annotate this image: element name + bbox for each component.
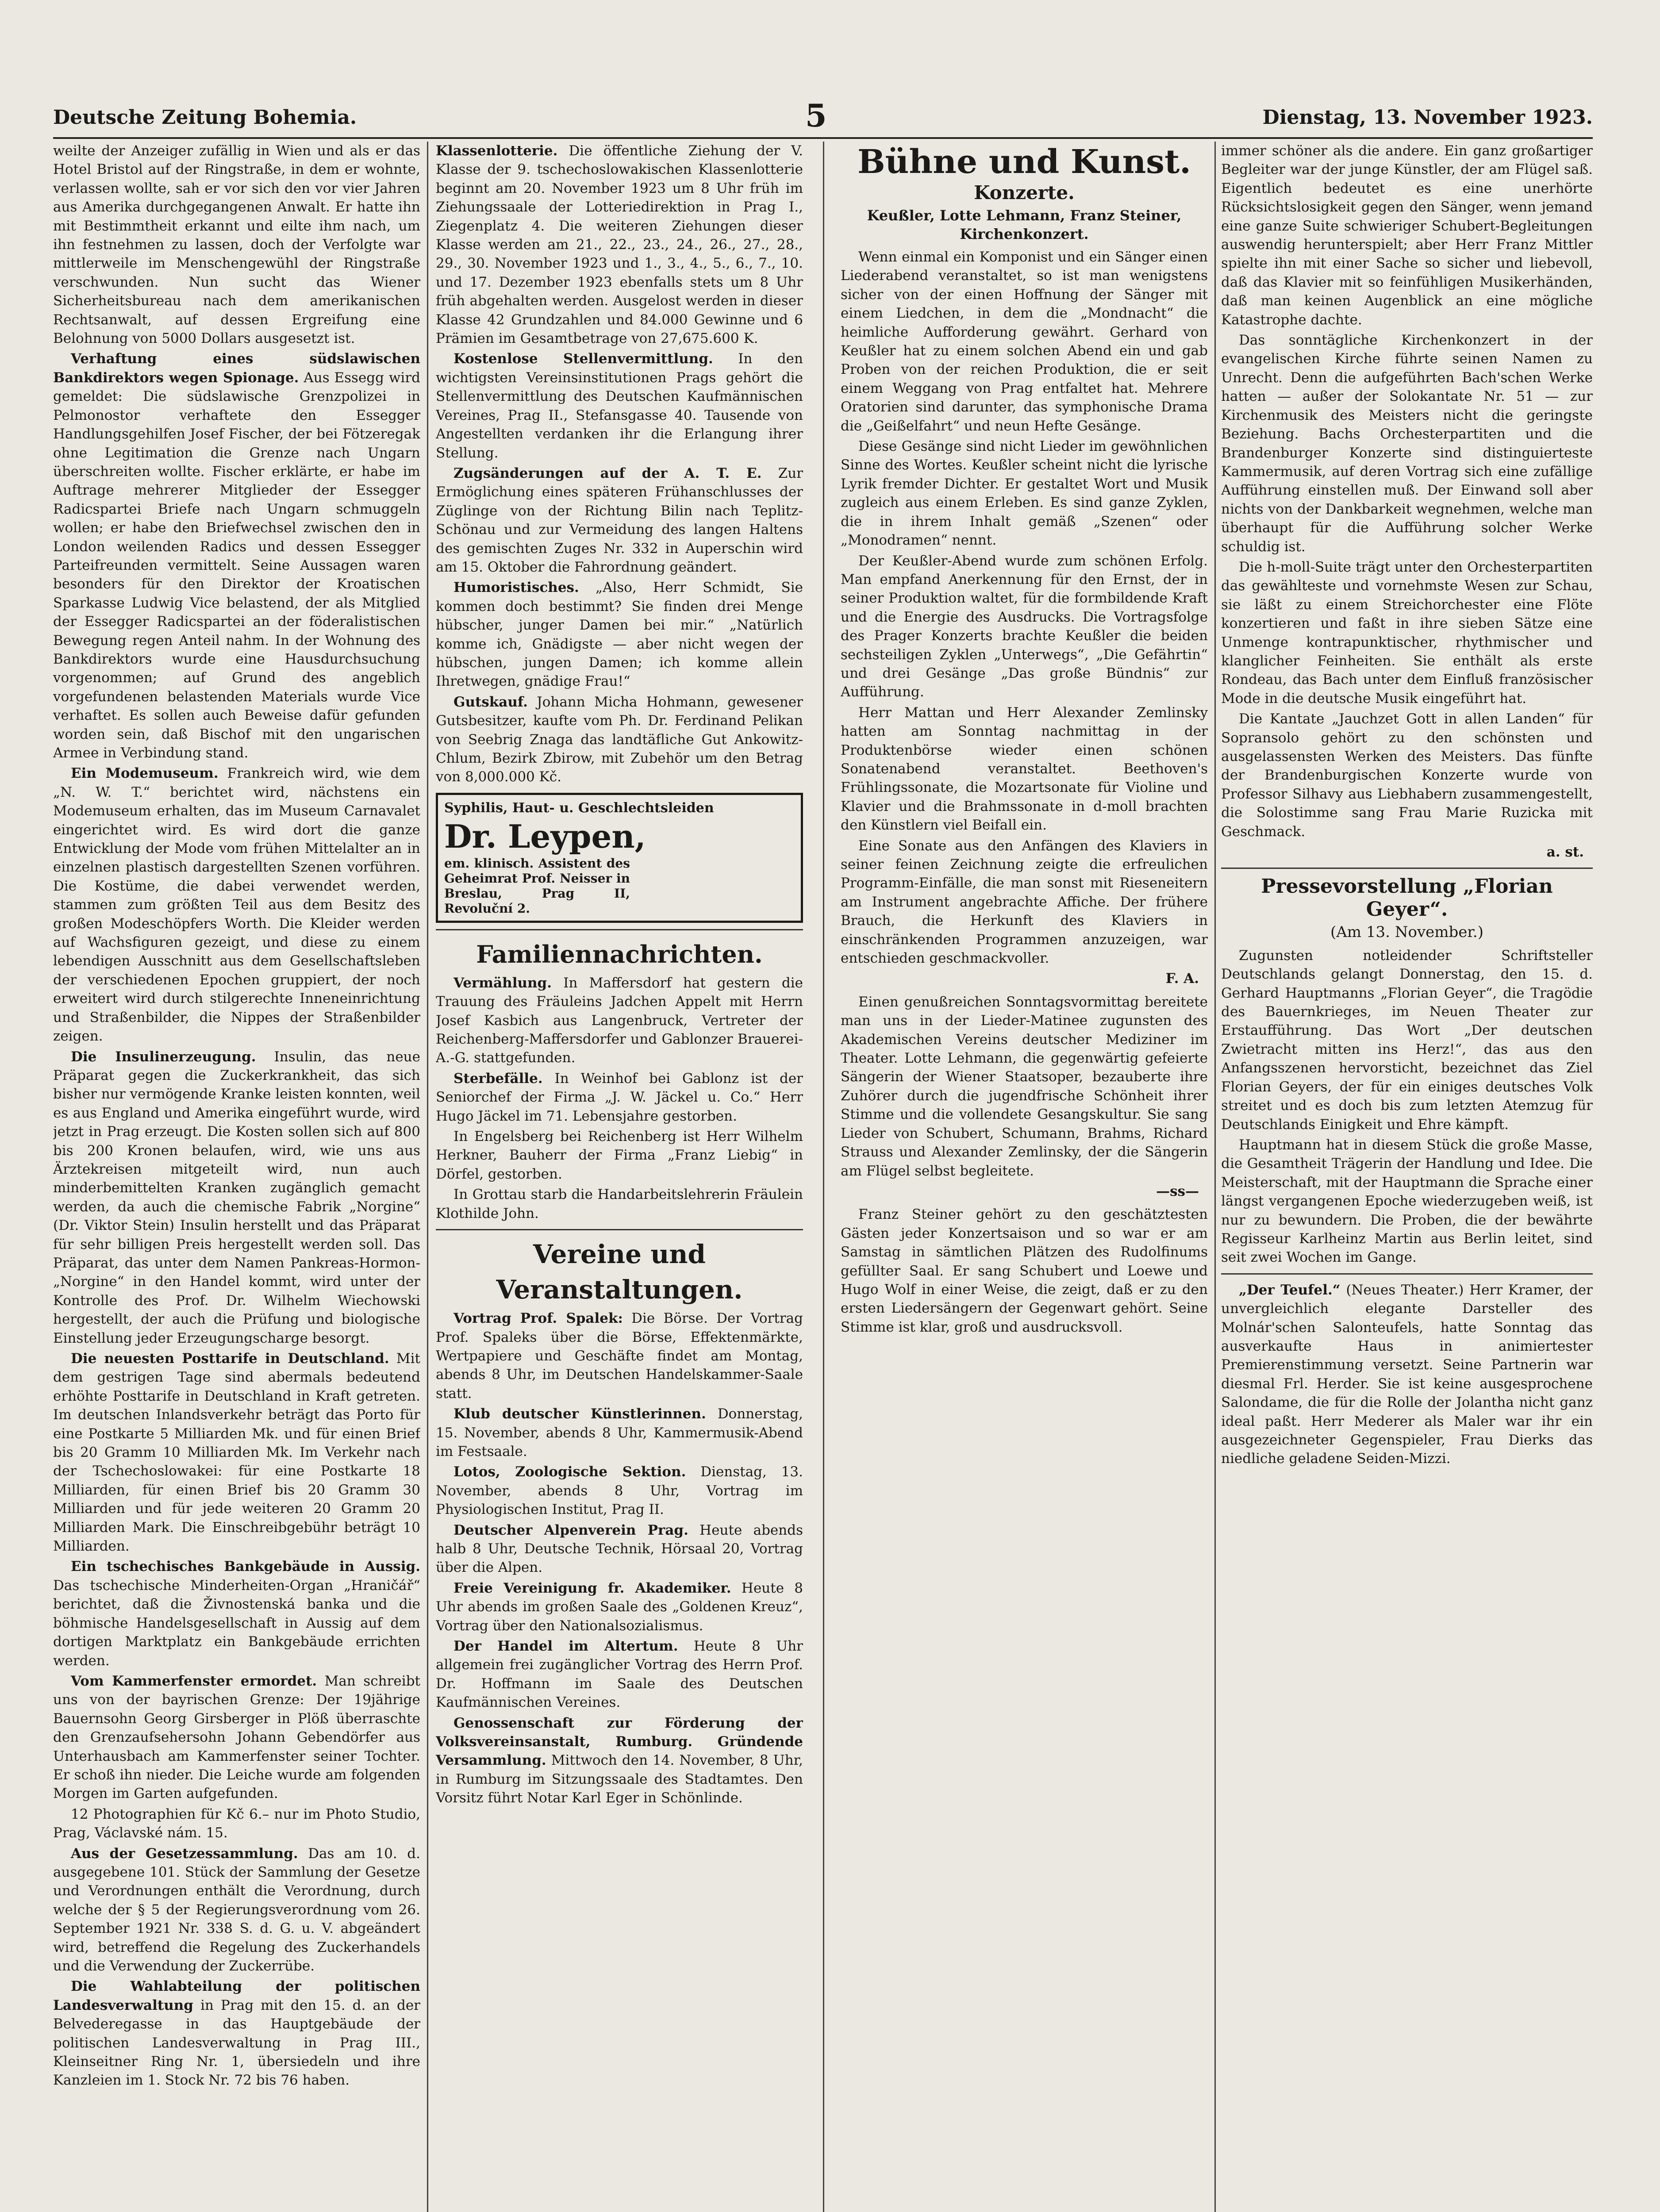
article-paragraph: Eine Sonate aus den Anfängen des Klaviers in seiner feinen Zeichnung zeigte die erfreulichen Programm-Einfälle, die man sonst mit Rieseneitern am Instrument angebrachte Affiche. Der frühere Brauch, die Herkunft des Klaviers in einschränkenden Programmen anzuzeigen, war entschieden geschmackvoller. <box>841 837 1208 967</box>
article-headline: Vermählung. <box>453 975 552 991</box>
column-divider <box>1214 142 1216 2212</box>
article-text: Man schreibt uns von der bayrischen Grenze: Der 19jährige Bauernsohn Georg Girsberger in Plöß überraschte den Grenzaufsehersohn Johann Gebendörfer aus Unterhausbach am Kammerfenster seiner Tochter. Er schoß ihn nieder. Die Leiche wurde am folgenden Morgen im Garten aufgefunden. <box>53 1673 420 1802</box>
article-text: Die öffentliche Ziehung der V. Klasse der 9. tschechoslowakischen Klassenlotterie beginnt am 20. November 1923 um 8 Uhr früh im Ziehungssaale der Lotteriedirektion in Prag I., Ziegenplatz 4. Die weiteren Ziehungen dieser Klasse werden am 21., 22., 23., 24., 26., 27., 28., 29., 30. November 1923 und 1., 3., 4., 5., 6., 7., 10. und 17. Dezember 1923 ebenfalls stets um 8 Uhr früh abgehalten werden. Ausgelost werden in dieser Klasse 42 Grundzahlen und 84.000 Gewinne und 6 Prämien im Gesamtbetrage von 27,675.600 K. <box>436 143 803 347</box>
issue-date: Dienstag, 13. November 1923. <box>1262 106 1593 129</box>
article-text: Mit dem gestrigen Tage sind abermals bedeutend erhöhte Posttarife in Deutschland in Kraft getreten. Im deutschen Inlandsverkehr beträgt das Porto für eine Postkarte 5 Milliarden Mk. und für einen Brief bis 20 Gramm 10 Milliarden Mk. Im Verkehr nach der Tschechoslowakei: für eine Postkarte 18 Milliarden, für einen Brief bis 20 Gramm 30 Milliarden und für jede weiteren 20 Gramm 20 Milliarden Mark. Die Einschreibgebühr beträgt 10 Milliarden. <box>53 1351 420 1555</box>
article-paragraph: In Grottau starb die Handarbeitslehrerin Fräulein Klothilde John. <box>436 1187 803 1221</box>
article <box>436 464 803 576</box>
article-text: Donnerstag, 15. November, abends 8 Uhr, Kammermusik-Abend im Festsaale. <box>436 1406 803 1459</box>
article <box>53 1844 420 1976</box>
article-headline: Kostenlose Stellenvermittlung. <box>453 351 713 367</box>
article <box>436 693 803 787</box>
article <box>436 1069 803 1125</box>
article <box>53 349 420 762</box>
article-paragraph: immer schöner als die andere. Ein ganz großartiger Begleiter war der junge Künstler, der am Flügel saß. Eigentlich bedeutet es eine unerhörte Rücksichtslosigkeit gegen den Sänger, wenn jemand eine ganze Suite schwieriger Schubert-Begleitungen auswendig herunterspielt; aber Herr Franz Mittler spielte ihn mit einer Sache so sicher und liebevoll, daß das Klavier mit so feinfühligen Musikerhänden, daß man keinen Augenblick an eine mögliche Katastrophe dachte. <box>1221 143 1593 328</box>
section-divider <box>1221 1273 1593 1275</box>
article-headline: Vom Kammerfenster ermordet. <box>71 1673 317 1689</box>
article-headline: Lotos, Zoologische Sektion. <box>453 1464 686 1480</box>
column-1 <box>53 142 420 2212</box>
article <box>53 764 420 1045</box>
ad-heading: Syphilis, Haut- u. Geschlechtsleiden <box>444 800 714 816</box>
section-title-events: Vereine und Veranstaltungen. <box>496 1239 743 1305</box>
article <box>53 1977 420 2089</box>
article-headline: Ein tschechisches Bankgebäude in Aussig. <box>71 1559 420 1575</box>
column-2 <box>436 142 803 2212</box>
article <box>436 349 803 462</box>
article <box>53 1349 420 1555</box>
article-headline: Vortrag Prof. Spalek: <box>453 1310 623 1327</box>
section-divider <box>1221 868 1593 869</box>
article <box>436 1637 803 1712</box>
column-divider <box>427 142 428 2212</box>
subsection-title-concerts: Konzerte. <box>974 182 1075 204</box>
article <box>436 1463 803 1519</box>
article-headline: Genossenschaft zur Förderung der Volksvereinsanstalt, Rumburg. Gründende Versammlung. <box>436 1715 803 1769</box>
article-text: Heute abends halb 8 Uhr, Deutsche Technik, Hörsaal 20, Vortrag über die Alpen. <box>436 1522 803 1576</box>
article-text: In Maffersdorf hat gestern die Trauung des Fräuleins Jadchen Appelt mit Herrn Josef Kasbich aus Langenbruck, Vertreter der Reichenberg-Maffersdorfer und Gablonzer Brauerei-A.-G. stattgefunden. <box>436 975 803 1066</box>
article-headline: Sterbefälle. <box>453 1070 543 1087</box>
article-text: Zur Ermöglichung eines späteren Frühanschlusses der Züglinge von der Richtung Bilin nach Teplitz-Schönau und zur Vermeidung des langen Haltens des gemischten Zuges Nr. 332 in Auperschin wird am 15. Oktober die Fahrordnung geändert. <box>436 465 803 575</box>
article-date: (Am 13. November.) <box>1330 923 1483 941</box>
article-paragraph: Die Kantate „Jauchzet Gott in allen Landen“ für Sopransolo gehört zu den schönsten und ausgelassensten Werken des Meisters. Das fünfte der Brandenburgischen Konzerte wurde von Professor Silhavy aus Liebhabern zusammengestellt, die Solostimme sang Frau Marie Ruzicka mit Geschmack. <box>1221 711 1593 840</box>
article-text: Dienstag, 13. November, abends 8 Uhr, Vortrag im Physiologischen Institut, Prag II. <box>436 1464 803 1518</box>
article-headline: Aus der Gesetzessammlung. <box>71 1845 298 1862</box>
article <box>436 578 803 691</box>
section-divider <box>436 929 803 930</box>
article-paragraph: Franz Steiner gehört zu den geschätztesten Gästen jeder Konzertsaison und so war er am Samstag in sämtlichen Plätzen des Rudolfinums gefüllter Saal. Er sang Schubert und Loewe und Hugo Wolf in einer Weise, die zeigt, daß er zu den ersten Liedersängern der Gegenwart gehört. Seine Stimme ist klar, groß und ausdrucksvoll. <box>841 1206 1208 1335</box>
article-text: (Neues Theater.) Herr Kramer, der unvergleichlich elegante Darsteller des Molnár'schen Salonteufels, hatte Sonntag das ausverkaufte Haus in animiertester Premierenstimmung versetzt. Seine Partnerin war diesmal Frl. Herder. Sie ist keine ausgesprochene Salondame, die für die Rolle der Jolantha nicht ganz ideal paßt. Herr Mederer als Maler war ihr ein ausgezeichneter Gegenspieler, Frau Dierks das niedliche geladene Seiden-Mizzi. <box>1221 1282 1593 1467</box>
article-headline: „Der Teufel.“ <box>1239 1282 1341 1298</box>
article <box>53 1672 420 1803</box>
article-headline: Deutscher Alpenverein Prag. <box>453 1522 688 1538</box>
author-signature: —ss— <box>1156 1183 1199 1199</box>
column-3 <box>841 142 1208 2212</box>
article-text: in Prag mit den 15. d. an der Belvederegasse in das Hauptgebäude der politischen Landesverwaltung in Prag III., Kleinseitner Ring Nr. 1, übersiedeln und ihre Kanzleien im 1. Stock Nr. 72 bis 76 haben. <box>53 1997 420 2089</box>
article-headline: Freie Vereinigung fr. Akademiker. <box>453 1580 731 1596</box>
newspaper-name: Deutsche Zeitung Bohemia. <box>53 106 357 129</box>
section-title-stage-art: Bühne und Kunst. <box>857 143 1191 181</box>
article-paragraph: Wenn einmal ein Komponist und ein Sänger einen Liederabend veranstaltet, so ist man wenigstens sicher von der einen Hoffnung der Sänger mit einem Liedchen, in dem die „Mondnacht“ die heimliche Aufforderung gewährt. Gerhard von Keußler hat zu einem solchen Abend ein und gab Proben von der reichen Produktion, die er seit einem Weggang von Prag entfaltet hat. Mehrere Oratorien sind darunter, das symphonische Drama die „Geißelfahrt“ und neun Hefte Gesänge. <box>841 249 1208 434</box>
article-paragraph: Diese Gesänge sind nicht Lieder im gewöhnlichen Sinne des Wortes. Keußler scheint nicht die lyrische Lyrik fremder Dichter. Er gestaltet Wort und Musik zugleich aus einem Erleben. Es sind ganze Zyklen, die in ihrem Inhalt gemäß „Szenen“ oder „Monodramen“ nennt. <box>841 438 1208 549</box>
article-text: Heute 8 Uhr abends im großen Saale des „Goldenen Kreuz“, Vortrag über den Nationalsozialismus. <box>436 1580 803 1634</box>
article-text: Das am 10. d. ausgegebene 101. Stück der Sammlung der Gesetze und Verordnungen enthält die Verordnung, durch welche der § 5 der Regierungsverordnung vom 26. September 1921 Nr. 338 S. d. G. u. V. abgeändert wird, betreffend die Regelung des Zuckerhandels und die Verwendung der Zuckerrübe. <box>53 1845 420 1974</box>
article-headline: Die Insulinerzeugung. <box>71 1048 256 1065</box>
page-header <box>53 97 1593 137</box>
author-signature: F. A. <box>1165 971 1199 987</box>
article-text: Frankreich wird, wie dem „N. W. T.“ berichtet wird, nächstens ein Modemuseum erhalten, das im Museum Carnavalet eingerichtet wird. Es wird dort die ganze Entwicklung der Mode vom frühen Mittelalter an in einzelnen plastisch dargestellten Szenen vorführen. Die Kostüme, die dabei verwendet werden, stammen zum größten Teil aus dem Besitz des großen Modeschöpfers Worth. Die Kleider werden auf Wachsfiguren gezeigt, und diese zu einem lebendigen Ausschnitt aus dem Gesellschaftsleben der verschiedenen Epochen gruppiert, der noch erweitert wird durch stilgerechte Inneneinrichtung und Straßenbilder, die Nippes der Straßenbilder zeigen. <box>53 765 420 1045</box>
article <box>53 1048 420 1348</box>
article-paragraph: Das sonntägliche Kirchenkonzert in der evangelischen Kirche führte seinen Namen zu Unrecht. Denn die aufgeführten Bach'schen Werke hatten — außer der Solokantate Nr. 51 — zur Kirchenmusik des Meisters nicht die geringste Beziehung. Bachs Orchesterpartiten und die Brandenburger Konzerte sind distinguierteste Kammermusik, auf deren Vortrag sich eine zufällige Aufführung einstellen muß. Der Einwand soll aber nichts von der Dankbarkeit wegnehmen, welche man überhaupt für die Aufführung solcher Werke schuldig ist. <box>1221 332 1593 555</box>
article-headline: Humoristisches. <box>453 580 579 596</box>
column-divider <box>823 142 824 2212</box>
article <box>436 1309 803 1403</box>
article-headline: Zugsänderungen auf der A. T. E. <box>453 465 762 481</box>
article-headline: Verhaftung eines südslawischen Bankdirektors wegen Spionage. <box>53 351 420 386</box>
article-headline: Die neuesten Posttarife in Deutschland. <box>71 1351 389 1367</box>
article <box>436 1405 803 1461</box>
article-headline: Klub deutscher Künstlerinnen. <box>453 1406 706 1422</box>
article-paragraph: weilte der Anzeiger zufällig in Wien und als er das Hotel Bristol auf der Ringstraße, in dem er wohnte, verlassen wollte, sah er vor sich den vor vier Jahren aus Amerika durchgegangenen Anwalt. Er hatte ihn mit Bestimmtheit erkannt und eilte ihm nach, um ihn festnehmen zu lassen, doch der Verfolgte war mittlerweile im Menschengewühl der Ringstraße verschwunden. Nun sucht das Wiener Sicherheitsbureau nach dem amerikanischen Rechtsanwalt, auf dessen Ergreifung eine Belohnung von 5000 Dollars ausgesetzt ist. <box>53 143 420 347</box>
article <box>1221 1281 1593 1468</box>
article-text: Aus Essegg wird gemeldet: Die südslawische Grenzpolizei in Pelmonostor verhaftete den Essegger Handlungsgehilfen Josef Fischer, der bei Fötzeregak ohne Legitimation die Grenze nach Ungarn überschreiten wollte. Fischer erklärte, er habe im Auftrage mehrerer Mitglieder der Essegger Radicspartei Briefe nach Ungarn schmuggeln wollen; er habe den Briefwechsel zwischen den in London weilenden Radics und dessen Essegger Parteifreunden vermittelt. Seine Aussagen waren besonders für den Direktor der Kroatischen Sparkasse Ludwig Vice belastend, der als Mitglied der Essegger Radicspartei an der föderalistischen Bewegung regen Anteil nahm. In der Wohnung des Bankdirektors wurde eine Hausdurchsuchung vorgenommen; auf Grund des angeblich vorgefundenen belastenden Materials wurde Vice verhaftet. Es sollen auch Beweise dafür gefunden worden sein, daß Bischof mit den ungarischen Armee in Verbindung stand. <box>53 369 420 761</box>
article-text: „Also, Herr Schmidt, Sie kommen doch bestimmt? Sie finden drei Menge hübscher, junger Damen bei mir.“ „Natürlich komme ich, Gnädigste — aber nicht wegen der hübschen, jungen Damen; ich komme allein Ihretwegen, gnädige Frau!“ <box>436 580 803 690</box>
section-divider <box>436 1229 803 1230</box>
article-text: Insulin, das neue Präparat gegen die Zuckerkrankheit, das sich bisher nur vermögende Kranke leisten konnten, weil es aus England und Amerika eingeführt wurde, wird jetzt in Prag erzeugt. Die Kosten sollen sich auf 800 bis 200 Kronen belaufen, wird, wie uns aus Ärztekreisen mitgeteilt wird, nun auch minderbemittelten Kranken zugänglich gemacht werden, da auch die chemische Fabrik „Norgine“ (Dr. Viktor Stein) Insulin herstellt und das Präparat für sehr billigen Preis hergestellt werden soll. Das Präparat, das unter dem Namen Pankreas-Hormon-„Norgine“ in den Handel kommt, wird unter der Kontrolle des Prof. Dr. Wilhelm Wiechowski hergestellt, der auch die Prüfung und biologische Einstellung jeder Erzeugungscharge besorgt. <box>53 1048 420 1346</box>
author-signature: a. st. <box>1546 844 1584 860</box>
article <box>436 1579 803 1635</box>
article-headline: Ein Modemuseum. <box>71 765 219 782</box>
article-text: Das tschechische Minderheiten-Organ „Hraničář“ berichtet, daß die Živnostenská banka und die böhmische Handelsgesellschaft in Aussig auf dem dortigen Marktplatz ein Bankgebäude errichten werden. <box>53 1577 420 1669</box>
article-headline: Die Wahlabteilung der politischen Landesverwaltung <box>53 1978 420 2013</box>
article-text: In Weinhof bei Gablonz ist der Seniorchef der Firma „J. W. Jäckel u. Co.“ Herr Hugo Jäckel im 71. Lebensjahre gestorben. <box>436 1070 803 1124</box>
article-text: In den wichtigsten Vereinsinstitutionen Prags gehört die Stellenvermittlung des Deutschen Kaufmännischen Vereines, Prag II., Stefansgasse 40. Tausende von Angestellten verdanken ihr die Erlangung ihrer Stellung. <box>436 351 803 461</box>
ad-doctor-name: Dr. Leypen, <box>444 817 646 855</box>
article-text: Heute 8 Uhr allgemein frei zugänglicher Vortrag des Herrn Prof. Dr. Hoffmann im Saale des Deutschen Kaufmännischen Vereines. <box>436 1638 803 1711</box>
article <box>436 1714 803 1808</box>
column-4 <box>1221 142 1593 2212</box>
article <box>436 142 803 348</box>
article-text: Die Börse. Der Vortrag Prof. Spaleks über die Börse, Effektenmärkte, Wertpapiere und Geschäfte findet am Montag, abends 8 Uhr, im Deutschen Handelskammer-Saale statt. <box>436 1310 803 1402</box>
article-paragraph: Die h-moll-Suite trägt unter den Orchesterpartiten das gewählteste und vornehmste Wesen zur Schau, sie läßt zu einem Streichorchester eine Flöte konzertieren und faßt in ihre sieben Sätze eine Unmenge kontrapunktischer, rhythmischer und klanglicher Feinheiten. Sie enthält als erste Rondeau, das Bach unter dem Einfluß französischer Mode in die deutsche Musik eingeführt hat. <box>1221 559 1593 707</box>
page-number: 5 <box>805 97 827 134</box>
concert-artists: Keußler, Lotte Lehmann, Franz Steiner, Kirchenkonzert. <box>867 207 1182 242</box>
article-text: Mittwoch den 14. November, 8 Uhr, in Rumburg im Sitzungssaale des Stadtamtes. Den Vorsitz führt Notar Karl Eger in Schönlinde. <box>436 1752 803 1806</box>
ad-details: em. klinisch. Assistent des Geheimrat Prof. Neisser in Breslau, Prag II, Revoluční 2. <box>444 856 630 916</box>
article-paragraph: Hauptmann hat in diesem Stück die große Masse, die Gesamtheit Trägerin der Handlung und Idee. Die Meisterschaft, mit der Hauptmann die Sprache einer längst vergangenen Epoche wiederzugeben weiß, ist nur zu bewundern. Die Proben, die der bewährte Regisseur Karlheinz Martin aus Berlin leitet, sind seit zwei Wochen im Gange. <box>1221 1137 1593 1266</box>
section-title-family: Familiennachrichten. <box>476 940 763 968</box>
article <box>436 1521 803 1577</box>
classified-ad: 12 Photographien für Kč 6.– nur im Photo Studio, Prag, Václavské nám. 15. <box>53 1806 420 1841</box>
article-headline: Klassenlotterie. <box>436 143 558 159</box>
header-rule <box>53 137 1593 139</box>
article-headline: Gutskauf. <box>453 694 528 710</box>
article-paragraph: Zugunsten notleidender Schriftsteller Deutschlands gelangt Donnerstag, den 15. d. Gerhard Hauptmanns „Florian Geyer“, die Tragödie des Bauernkrieges, im Neuen Theater zur Erstaufführung. Das Wort „Der deutschen Zwietracht mitten ins Herz!“, das aus den Anfangsszenen hervorsticht, bezeichnet das Ziel Florian Geyers, der für ein einiges deutsches Volk streitet und es doch bis zum letzten Atemzug für Deutschlands Einigkeit und Ehre kämpft. <box>1221 947 1593 1133</box>
article-paragraph: Der Keußler-Abend wurde zum schönen Erfolg. Man empfand Anerkennung für den Ernst, der in seiner Produktion waltet, für die formbildende Kraft und die Energie des Ausdrucks. Die Vortragsfolge des Prager Konzerts brachte Keußler die beiden sechsteiligen Zyklen „Unterwegs“, „Die Gefährtin“ und drei Gesänge „Das große Bündnis“ zur Aufführung. <box>841 553 1208 700</box>
article-title-florian-geyer: Pressevorstellung „Florian Geyer“. <box>1261 875 1553 921</box>
article-text: Johann Micha Hohmann, gewesener Gutsbesitzer, kaufte vom Ph. Dr. Ferdinand Pelikan von Seebrig Znaga das landtäfliche Gut Ankowitz-Chlum, Bezirk Zbirow, mit Zubehör um den Betrag von 8,000.000 Kč. <box>436 694 803 785</box>
article-headline: Der Handel im Altertum. <box>453 1638 678 1654</box>
article-paragraph: Einen genußreichen Sonntagsvormittag bereitete man uns in der Lieder-Matinee zugunsten des Akademischen Vereins deutscher Mediziner im Theater. Lotte Lehmann, die gegenwärtig gefeierte Sängerin der Wiener Staatsoper, bezauberte ihre Zuhörer durch die jugendfrische Schönheit ihrer Stimme und die vollendete Gesangskultur. Sie sang Lieder von Schubert, Schumann, Brahms, Richard Strauss und Alexander Zemlinsky, der die Sängerin am Flügel selbst begleitete. <box>841 994 1208 1179</box>
article <box>53 1557 420 1670</box>
article-paragraph: Herr Mattan und Herr Alexander Zemlinsky hatten am Sonntag nachmittag in der Produktenbörse wieder einen schönen Sonatenabend veranstaltet. Beethoven's Frühlingssonate, die Mozartsonate für Violine und Klavier und die Brahmssonate in d-moll brachten den Künstlern viel Beifall ein. <box>841 704 1208 833</box>
doctor-advertisement <box>436 793 803 923</box>
article <box>436 974 803 1068</box>
article-paragraph: In Engelsberg bei Reichenberg ist Herr Wilhelm Herkner, Bauherr der Firma „Franz Liebig“ in Dörfel, gestorben. <box>436 1129 803 1182</box>
